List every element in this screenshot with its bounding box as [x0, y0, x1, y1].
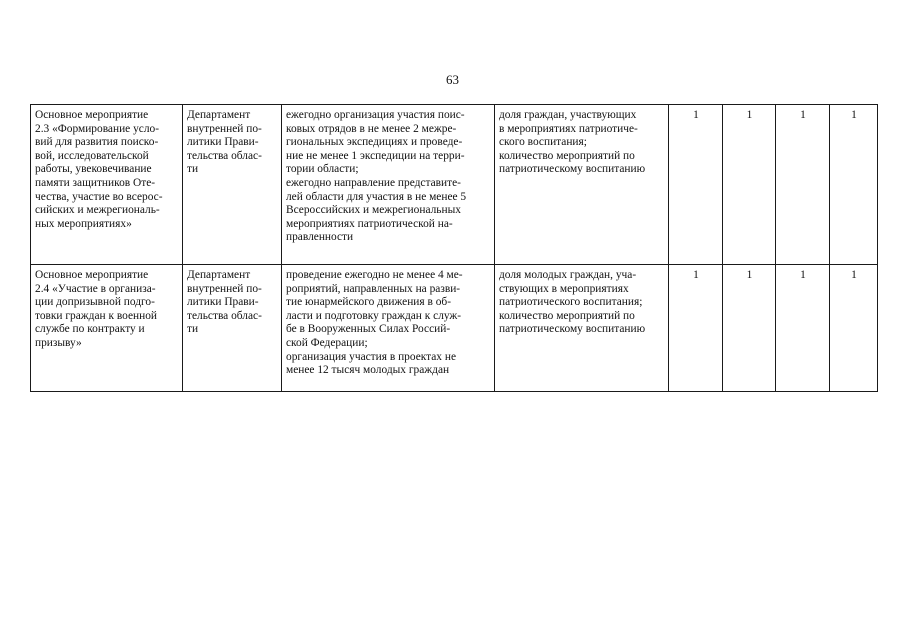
activity-text: Основное мероприятие 2.4 «Участие в организа- ции допризывной подго- товки граждан к военной службе по контракту и призыву» [35, 269, 158, 349]
value-cell: 1 [669, 105, 723, 265]
activity-cell [31, 265, 183, 392]
page-number: 63 [446, 72, 459, 87]
activity-cell [31, 105, 183, 265]
value-cell: 1 [669, 265, 723, 392]
value-cell: 1 [776, 265, 830, 392]
result-text: ежегодно организация участия поис- ковых отрядов в не менее 2 межре- гиональных экспедициях и проведе- ние не менее 1 экспедиции на терри- тории области; ежегодно направление представите- лей области для участия в не менее 5 Всероссийских и межрегиональных мероприятиях патриотической на- правленности [286, 109, 467, 244]
indicator-cell [495, 265, 669, 392]
responsible-cell [183, 105, 282, 265]
value-cell: 1 [723, 265, 776, 392]
responsible-text: Департамент внутренней по- литики Прави- тельства облас- ти [187, 109, 262, 176]
indicator-text: доля граждан, участвующих в мероприятиях патриотиче- ского воспитания; количество мероприятий по патриотическому воспитанию [499, 109, 646, 176]
result-cell [282, 265, 495, 392]
responsible-text: Департамент внутренней по- литики Прави- тельства облас- ти [187, 269, 262, 336]
indicator-cell [495, 105, 669, 265]
value-cell: 1 [830, 265, 878, 392]
activity-text: Основное мероприятие 2.3 «Формирование усло- вий для развития поиско- вой, исследовательской работы, увековечивание памяти защитников Оте- чества, участие во всерос- сийских и межрегиональ- ных мероприятиях» [35, 109, 163, 230]
value-cell: 1 [723, 105, 776, 265]
value-cell: 1 [776, 105, 830, 265]
result-cell [282, 105, 495, 265]
indicator-text: доля молодых граждан, уча- ствующих в мероприятиях патриотического воспитания; количество мероприятий по патриотическому воспитанию [499, 269, 646, 336]
result-text: проведение ежегодно не менее 4 ме- роприятий, направленных на разви- тие юнармейского движения в об- ласти и подготовку граждан к служ- бе в Вооруженных Силах Россий- ской Федерации; организация участия в проектах не менее 12 тысяч молодых граждан [286, 269, 463, 377]
table-row [31, 265, 878, 392]
activities-table [30, 104, 878, 392]
responsible-cell [183, 265, 282, 392]
value-cell: 1 [830, 105, 878, 265]
table-row [31, 105, 878, 265]
